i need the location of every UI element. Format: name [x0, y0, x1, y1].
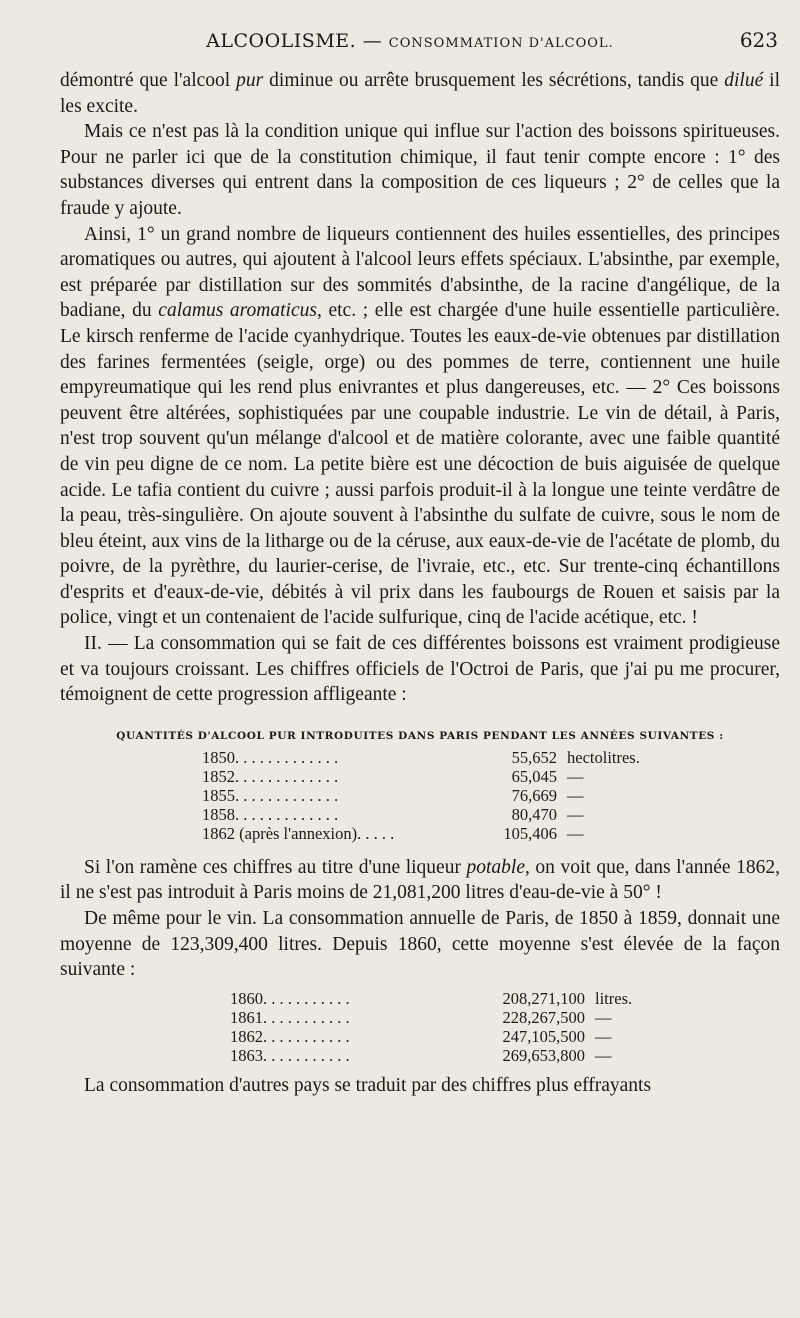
- table-cell-unit: —: [567, 823, 584, 843]
- table-cell-year: 1862. . . . . . . . . . .: [230, 1026, 350, 1046]
- table-cell-value: 105,406: [503, 823, 557, 843]
- p1-italic-dilue: dilué: [724, 70, 764, 91]
- p3-text-c: , etc. ; elle est chargée d'une huile essentielle particulière. Le kirsch renferme de l'acide cyanhydrique. Toutes les eaux-de-vie obtenues par distillation des farines fermentées (seigle, orge) ou des pommes de terre, contiennent une huile empyreumatique qui les rend plus enivrantes et plus dangereuses, etc. — 2° Ces boissons peuvent être altérées, sophistiquées par une coupable industrie. Le vin de détail, à Paris, n'est trop souvent qu'un mélange d'alcool et de matière colorante, avec une faible quantité de vin peu digne de ce nom. La petite bière est une décoction de buis aiguisée de quelque acide. Le tafia contient du cuivre ; aussi parfois produit-il à la longue une teinte verdâtre de la peau, très-singulière. On ajoute souvent à l'absinthe du sulfate de cuivre, sous le nom de bleu éteint, aux vins de la litharge ou de la céruse, aux eaux-de-vie de l'acétate de plomb, du poivre, de la pyrèthre, du laurier-cerise, de l'ivraie, etc., etc. Sur trente-cinq échantillons d'esprits et d'eaux-de-vie, débités à vil prix dans les faubourgs de Rouen et saisis par la police, vingt et un contenaient de l'acide sulfurique, cinq de l'acide acétique, etc. !: [60, 300, 780, 629]
- paragraph-7: La consommation d'autres pays se traduit par des chiffres plus effrayants: [84, 1074, 652, 1096]
- table-cell-value: 228,267,500: [502, 1007, 585, 1027]
- p5-italic-potable: potable: [466, 856, 525, 878]
- table-cell-unit: —: [567, 785, 584, 805]
- paragraph-3: [60, 222, 780, 632]
- table-cell-year: 1852. . . . . . . . . . . . .: [202, 766, 339, 786]
- running-title-separator: —: [356, 30, 389, 52]
- table-cell-unit: —: [595, 1007, 612, 1027]
- table-row: [230, 1046, 632, 1065]
- p1-text-a: démontré que l'alcool: [60, 70, 237, 91]
- table-cell-value: 80,470: [511, 804, 557, 824]
- table-cell-unit: —: [595, 1045, 612, 1065]
- table-row: [202, 748, 640, 767]
- body-text: [60, 68, 780, 1098]
- table-cell-unit: litres.: [595, 988, 633, 1008]
- paragraph-6: De même pour le vin. La consommation annuelle de Paris, de 1850 à 1859, donnait une moyenne de 123,309,400 litres. Depuis 1860, cette moyenne s'est élevée de la façon suivante :: [60, 908, 780, 981]
- table-cell-year: 1850. . . . . . . . . . . . .: [202, 747, 339, 767]
- alcohol-table: [202, 748, 640, 843]
- p5-text-a: Si l'on ramène ces chiffres au titre d'une liqueur: [84, 856, 467, 878]
- paragraph-2: Mais ce n'est pas là la condition unique qui influe sur l'action des boissons spiritueuses. Pour ne parler ici que de la constitution chimique, il faut tenir compte encore : 1° des substances diverses qui entrent dans la composition de ces liqueurs ; 2° de celles que la fraude y ajoute.: [60, 121, 780, 219]
- table-row: [230, 989, 632, 1008]
- p5-text-c: , on voit que, dans l'année 1862, il ne s'est pas introduit à Paris moins de 21,081,200 litres d'eau-de-vie à 50° !: [60, 856, 780, 904]
- p3-text-a: Ainsi, 1° un grand nombre de liqueurs contiennent des huiles essentielles, des principes aromatiques ou autres, qui ajoutent à l'alcool leurs effets spéciaux. L'absinthe, par exemple, est préparée par distillation sur des sommités d'absinthe, de la racine d'angélique, de la badiane, du: [60, 223, 780, 322]
- running-title-main: ALCOOLISME.: [206, 30, 357, 52]
- table-row: [202, 767, 640, 786]
- wine-table: [230, 989, 632, 1065]
- table-cell-value: 269,653,800: [502, 1045, 585, 1065]
- table-row: [202, 824, 640, 843]
- table-cell-unit: —: [595, 1026, 612, 1046]
- table-cell-year: 1861. . . . . . . . . . .: [230, 1007, 350, 1027]
- table-cell-value: 247,105,500: [502, 1026, 585, 1046]
- table-row: [202, 805, 640, 824]
- table-cell-unit: —: [567, 766, 584, 786]
- table-cell-unit: —: [567, 804, 584, 824]
- table-cell-year: 1855. . . . . . . . . . . . .: [202, 785, 339, 805]
- table-row: [230, 1008, 632, 1027]
- table-cell-value: 208,271,100: [502, 988, 585, 1008]
- p1-text-c: diminue ou arrête brusquement les sécrétions, tandis que: [263, 70, 725, 91]
- table-cell-unit: hectolitres.: [567, 747, 640, 767]
- table-cell-year: 1862 (après l'annexion). . . . .: [202, 823, 395, 843]
- table-cell-value: 55,652: [511, 747, 557, 767]
- running-header: [60, 28, 778, 58]
- running-title-sub: CONSOMMATION D'ALCOOL.: [388, 36, 614, 51]
- table-cell-year: 1858. . . . . . . . . . . . .: [202, 804, 339, 824]
- page-number: 623: [739, 28, 778, 52]
- table-cell-year: 1863. . . . . . . . . . .: [230, 1045, 350, 1065]
- table-row: [202, 786, 640, 805]
- table-row: [230, 1027, 632, 1046]
- table-title: QUANTITÉS D'ALCOOL PUR INTRODUITES DANS PARIS PENDANT LES ANNÉES SUIVANTES :: [116, 729, 724, 742]
- table-cell-year: 1860. . . . . . . . . . .: [230, 988, 350, 1008]
- paragraph-4: II. — La consommation qui se fait de ces différentes boissons est vraiment prodigieuse et va toujours croissant. Les chiffres officiels de l'Octroi de Paris, que j'ai pu me procurer, témoignent de cette progression affligeante :: [60, 633, 780, 706]
- running-title: [80, 30, 740, 52]
- p1-text-e: il les excite.: [60, 70, 781, 117]
- paragraph-5: [60, 855, 780, 906]
- p3-italic-calamus: calamus aromaticus: [158, 300, 317, 322]
- p1-italic-pur: pur: [236, 70, 264, 91]
- table-cell-value: 76,669: [511, 785, 557, 805]
- paragraph-1: [60, 68, 780, 119]
- table-cell-value: 65,045: [511, 766, 557, 786]
